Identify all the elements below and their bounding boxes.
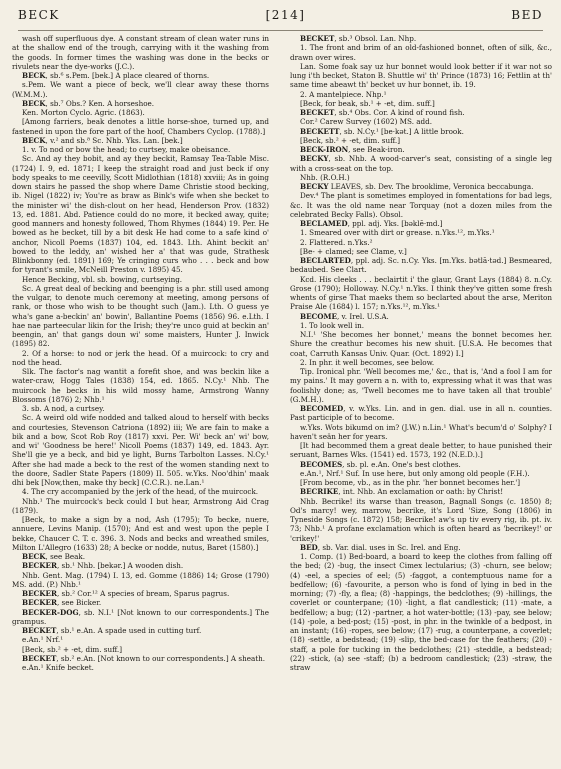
headword: BECKER xyxy=(22,589,57,598)
header-right-word: BED xyxy=(511,8,543,22)
dictionary-paragraph: BECOMED, v. w.Yks. Lin. and in gen. dial. use in all n. counties. Past participle of to become. xyxy=(290,404,552,423)
headword: BECKET xyxy=(300,34,335,43)
dictionary-paragraph: Kcd. His cleeks . . . beclairtit i' the glaur, Grant Lays (1884) 8. n.Cy. Grose (1790); Holloway. N.Cy.¹ n.Yks. I think they've gitten some fresh whents of girse That maeks them so beclarted about the arse, Meriton Praise Ale (1684) l. 157; n.Yks.¹², m.Yks.¹ xyxy=(290,274,552,312)
headword: BECK xyxy=(22,98,46,108)
dictionary-paragraph: BECKER, sb.¹ Nhb. [bekər.] A wooden dish. xyxy=(22,561,184,571)
dictionary-paragraph: Nhb.¹ The muircock's beck could I but hear, Armstrong Aid Crag (1879). xyxy=(12,496,269,515)
dictionary-paragraph: [Beck, sb.² + -et, dim. suff.] xyxy=(300,135,401,145)
headword: BECRIKE xyxy=(300,487,339,497)
dictionary-paragraph: 1. v. To nod or bow the head; to curtsey, make obeisance. xyxy=(22,145,231,154)
dictionary-paragraph: BECKER, sb.² Cor.¹² A species of bream, Sparus pagrus. xyxy=(22,589,230,598)
dictionary-paragraph: e.An.¹ Nrf.¹ xyxy=(22,635,64,645)
dictionary-paragraph: BECK, sb.⁶ s.Pem. [bek.] A place cleared of thorns. xyxy=(22,71,210,80)
dictionary-paragraph: BECKER-DOG, sb. N.I.¹ [Not known to our correspondents.] The grampus. xyxy=(12,607,269,626)
headword: BECLAMED xyxy=(300,219,348,228)
dictionary-paragraph: 2. In phr. it well becomes, see below. xyxy=(300,357,435,367)
dictionary-paragraph: BECK, sb.⁷ Obs.? Ken. A horseshoe. xyxy=(22,98,155,108)
dictionary-paragraph: Nhb. Gent. Mag. (1794) I. 13, ed. Gomme (1886) 14; Grose (1790) MS. add. (P.) Nhb.¹ xyxy=(12,570,269,589)
dictionary-paragraph: 3. sb. A nod, a curtsey. xyxy=(22,404,105,413)
dictionary-paragraph: Sc. A great deal of becking and beenging is a phr. still used among the vulgar, to denote much ceremony at meeting, among persons of rank, or those who wish to be thought such (Jam.). Lth. O guess ye wha's gane a-beckin' an' bowin', Ballantine Poems (1856) 96. e.Lth. I hae nae parteecular likin for the Irish; they're unco guid at beckin an' beengin, an' that gangs doun wi' some maisters, Hunter J. Inwick (1895) 82. xyxy=(12,283,269,349)
dictionary-paragraph: Hence Becking, vbl. sb. bowing, curtseying. xyxy=(22,274,183,284)
headword: BECKET xyxy=(22,653,57,663)
dictionary-paragraph: BECK, v.² and sb.⁸ Sc. Nhb. Yks. Lan. [bek.] xyxy=(22,135,183,145)
dictionary-paragraph: BECOME, v. Irel. U.S.A. xyxy=(300,311,389,321)
dictionary-paragraph: BECKET, sb.¹ e.An. A spade used in cutting turf. xyxy=(22,626,202,635)
headword: BECKER xyxy=(22,561,57,571)
dictionary-paragraph: [Among farriers, beak denotes a little horse-shoe, turned up, and fastened in upon the fore part of the hoof, Chambers Cyclop. (1788).] xyxy=(12,117,269,136)
dictionary-paragraph: 1. Smeared over with dirt or grease. n.Yks.¹², m.Yks.¹ xyxy=(300,228,495,238)
dictionary-paragraph: Dev.⁴ The plant is sometimes employed in fomentations for bad legs, &c. It was the old name near Torquay (not a dozen miles from the celebrated Becky Falls). Obsol. xyxy=(290,191,552,219)
dictionary-paragraph: BECLAMED, ppl. adj. Yks. [bəklē·md.] xyxy=(300,219,443,228)
dictionary-paragraph: Slk. The factor's nag wantit a forefit shoe, and was beckin like a water-craw, Hogg Tales (1838) 154, ed. 1865. N.Cy.¹ Nhb. The muircock he becks in his wild mossy hame, Armstrong Wanny Blossoms (1876) 2; Nhb.¹ xyxy=(12,367,269,404)
dictionary-paragraph: BECKY LEAVES, sb. Dev. The brooklime, Veronica beccabunga. xyxy=(300,182,534,191)
headword: BECOME xyxy=(300,311,337,321)
headword: BECOMED xyxy=(300,404,344,413)
dictionary-paragraph: 1. The front and brim of an old-fashioned bonnet, often of silk, &c., drawn over wires. xyxy=(290,43,552,62)
dictionary-paragraph: BECRIKE, int. Nhb. An exclamation or oath: by Christ! xyxy=(300,487,504,497)
dictionary-paragraph: [It had becommed them a great deale better, to haue punished their seruant, Barnes Wks. (1541) ed. 1573, 192 (N.E.D.).] xyxy=(290,441,552,460)
header-left-word: BECK xyxy=(18,8,60,22)
headword: BECK xyxy=(22,552,46,561)
dictionary-paragraph: 2. Of a horse: to nod or jerk the head. Of a muircock: to cry and nod the head. xyxy=(12,348,269,367)
headword: BECK xyxy=(22,135,46,145)
dictionary-paragraph: N.I.¹ 'She becomes her bonnet,' means the bonnet becomes her. Shure the creathur becomes his new shuit. [U.S.A. He becomes that coat, Carruth Kansas Univ. Quar. (Oct. 1892) I.] xyxy=(290,330,552,358)
dictionary-paragraph: Ken. Morton Cyclo. Agric. (1863). xyxy=(22,108,145,117)
dictionary-paragraph: BECKER, see Bicker. xyxy=(22,598,102,608)
headword: BECKET xyxy=(22,626,57,635)
dictionary-paragraph: BECKET, sb.² e.An. [Not known to our correspondents.] A sheath. xyxy=(22,653,266,663)
dictionary-paragraph: Nhb. Becrike! its warse than treason, Bagnall Songs (c. 1850) 8; Od's marcy! wey, marrow, becrike, it's Lord 'Size, Song (1806) in Tyneside Songs (c. 1872) 158; Becrike! aw's up tiv every rig, ib. pt. iv. 73; Nhb.¹ A profane exclamation which is often heard as 'becrikey!' or 'crikey!' xyxy=(290,496,552,543)
dictionary-paragraph: Sc. And ay they bobit, and ay they beckit, Ramsay Tea-Table Misc. (1724) I. 9, ed. 1871; I keep the straight road and just beck if ony body speaks to me ceevilly, Scott Midlothian (1818) xxviii; As in going down stairs he passed the shop where Dame Christie stood becking, ib. Nigel (1822) iv; You're as braw as Bink's wife when she becket to the minister wi' the dish-clout on her head, Henderson Prov. (1832) 13, ed. 1881. Abd. Patience could do no more, it becked away, quite; good manners and honesty followed, Thom Rhymes (1844) 19. Per. He bowed as he becket, till by a bit desk He had come to a safe kind o' anchor, Nicoll Poems (1837) 104, ed. 1843. Lth. Ahint beckit an' bowed to the leddy, an' wished her a' that was gude, Strathesk Blinkbonny (ed. 1891) 169; Ye cringing curs who . . . beck and bow for tyrant's smile, McNeill Preston v. 1895) 45. xyxy=(12,154,269,275)
dictionary-paragraph: Nhb. (R.O.H.) xyxy=(300,172,350,182)
headword: BECKER xyxy=(22,598,57,608)
running-header xyxy=(18,8,543,26)
headword: BECLARTED xyxy=(300,256,351,265)
dictionary-paragraph: e.An.¹, Nrf.¹ Suf. In use here, but only among old people (F.H.). xyxy=(300,468,530,478)
headword: BECK-IRON xyxy=(300,145,349,154)
dictionary-paragraph: 4. The cry accompanied by the jerk of the head, of the muircock. xyxy=(22,487,259,497)
dictionary-paragraph: [Be- + clamed; see Clame, v.] xyxy=(300,246,407,256)
page-number: [214] xyxy=(265,8,306,22)
dictionary-paragraph: 1. To look well in. xyxy=(300,320,365,330)
dictionary-paragraph: BECK, see Beak. xyxy=(22,552,86,561)
dictionary-paragraph: s.Pem. We want a piece of beck, we'll clear away these thorns (W.M.M.). xyxy=(12,80,269,99)
dictionary-paragraph: BECKET, sb.⁴ Obs. Cor. A kind of round fish. xyxy=(300,108,465,117)
dictionary-paragraph: BECKET, sb.³ Obsol. Lan. Nhp. xyxy=(300,34,417,43)
dictionary-paragraph: w.Yks. Wots bikumd on im? (J.W.) n.Lin.¹ What's becum'd o' Solphy? I haven't seän her for years. xyxy=(290,422,552,441)
header-rule xyxy=(18,30,543,31)
headword: BECKETT xyxy=(300,126,340,136)
dictionary-paragraph: [Beck, sb.² + -et, dim. suff.] xyxy=(22,644,123,654)
dictionary-paragraph: Tip. Ironical phr. 'Well becomes me,' &c., that is, 'And a fool I am for my pains.' It may govern a n. with to, expressing what it was that was foolishly done; as, 'Twell becomes me to have taken all that trouble' (G.M.H.). xyxy=(290,367,552,404)
dictionary-paragraph: 1. Comp. (1) Bed-board, a board to keep the clothes from falling off the bed; (2) -bug, the insect Cimex lectularius; (3) -churn, see below; (4) -eel, a species of eel; (5) -faggot, a contemptuous name for a bedfellow; (6) -favourite, a person who is fond of lying in bed in the morning; (7) -fly, a flea; (8) -happings, the bedclothes; (9) -hillings, the coverlet or counterpane; (10) -light, a flat candlestick; (11) -mate, a bedfellow; a bug; (12) -partner, a hot water-bottle; (13) -pay, see below; (14) -pole, a bed-post; (15) -post, in phr. in the twinkle of a bedpost, in an instant; (16) -ropes, see below; (17) -rug, a counterpane, a coverlet; (18) -settle, a bedstead; (19) -slip, the bed-case for the feathers; (20) -staff, a pole for tucking in the bedclothes; (21) -steddle, a bedstead; (22) -stick, (a) see -staff; (b) a bedroom candlestick; (23) -straw, the straw xyxy=(290,552,552,672)
dictionary-paragraph: [Beck, to make a sign by a nod, Ash (1795); To becke, nuere, annuere, Levins Manip. (1570); And est and west upon the peple I bekke, Chaucer C. T. c. 396. 3. Nods and becks and wreathed smiles, Milton L'Allegro (1633) 28; A becke or nodde, nutus, Baret (1580).] xyxy=(12,515,269,552)
dictionary-paragraph: 2. A mantelpiece. Nhp.¹ xyxy=(300,89,387,99)
dictionary-paragraph: Lan. Some foak say uz hur bonnet would look better if it war not so lung i'th becket, Staton B. Shuttle wi' th' Prince (1873) 16; Fettlin at th' same time abeawt th' becket uv hur bonnet, ib. 19. xyxy=(290,61,552,90)
headword: BECK xyxy=(22,71,46,80)
dictionary-paragraph: 2. Flattered. n.Yks.² xyxy=(300,237,373,247)
headword: BECOMES xyxy=(300,459,343,469)
dictionary-paragraph: Sc. A weird old wife nodded and talked aloud to herself with becks and courtesies, Stevenson Catriona (1892) iii; We are fain to make a bik and a bow, Scot Rob Roy (1817) xxvi. Per. Wi' beck an' wi' bow, and wi' 'Goodness be here!' Nicoll Poems (1837) 149, ed. 1843. Ayr. She'll gie ye a beck, and bid ye light, Burns Tarbolton Lasses. N.Cy.¹ After she had made a beck to the rest of the women standing next to the doore, Sadler State Papers (1809) II. 505. w.Yks. Noo'dhin' maak dhi bek [Now,then, make thy beck] (C.C.R.). ne.Lan.¹ xyxy=(12,413,269,487)
dictionary-paragraph: BED, sb. Var. dial. uses in Sc. Irel. and Eng. xyxy=(300,542,461,552)
headword: BECKY xyxy=(300,182,329,191)
dictionary-paragraph: BECKETT, sb. N.Cy.¹ [be·kət.] A little brook. xyxy=(300,126,464,136)
dictionary-paragraph: [Beck, for beak, sb.¹ + -et, dim. suff.] xyxy=(300,98,435,108)
right-column xyxy=(290,34,552,763)
dictionary-paragraph: wash off superfluous dye. A constant stream of clean water runs in at the shallow end of the trough, carrying with it the washing from the goods. In former times the washing was done in the becks or rivulets near the dye-works (J.C.). xyxy=(12,34,269,71)
dictionary-paragraph: BECK-IRON, see Beak-iron. xyxy=(300,145,405,154)
headword: BED xyxy=(300,542,318,552)
dictionary-paragraph: BECOMES, sb. pl. e.An. One's best clothes. xyxy=(300,459,461,469)
dictionary-paragraph: Cor.² Carew Survey (1602) MS. add. xyxy=(300,117,433,127)
headword: BECKY xyxy=(300,154,329,164)
dictionary-paragraph: [From become, vb., as in the phr. 'her bonnet becomes her.'] xyxy=(300,478,521,487)
headword: BECKER-DOG xyxy=(22,607,79,617)
left-column xyxy=(12,34,269,763)
headword: BECKET xyxy=(300,108,335,117)
dictionary-paragraph: BECLARTED, ppl. adj. Sc. n.Cy. Yks. [m.Yks. bətlā·təd.] Besmeared, bedaubed. See Clart. xyxy=(290,256,552,275)
dictionary-paragraph: e.An.¹ Knife becket. xyxy=(22,663,94,672)
dictionary-paragraph: BECKY, sb. Nhb. A wood-carver's seat, consisting of a single leg with a cross-seat on the top. xyxy=(290,154,552,173)
